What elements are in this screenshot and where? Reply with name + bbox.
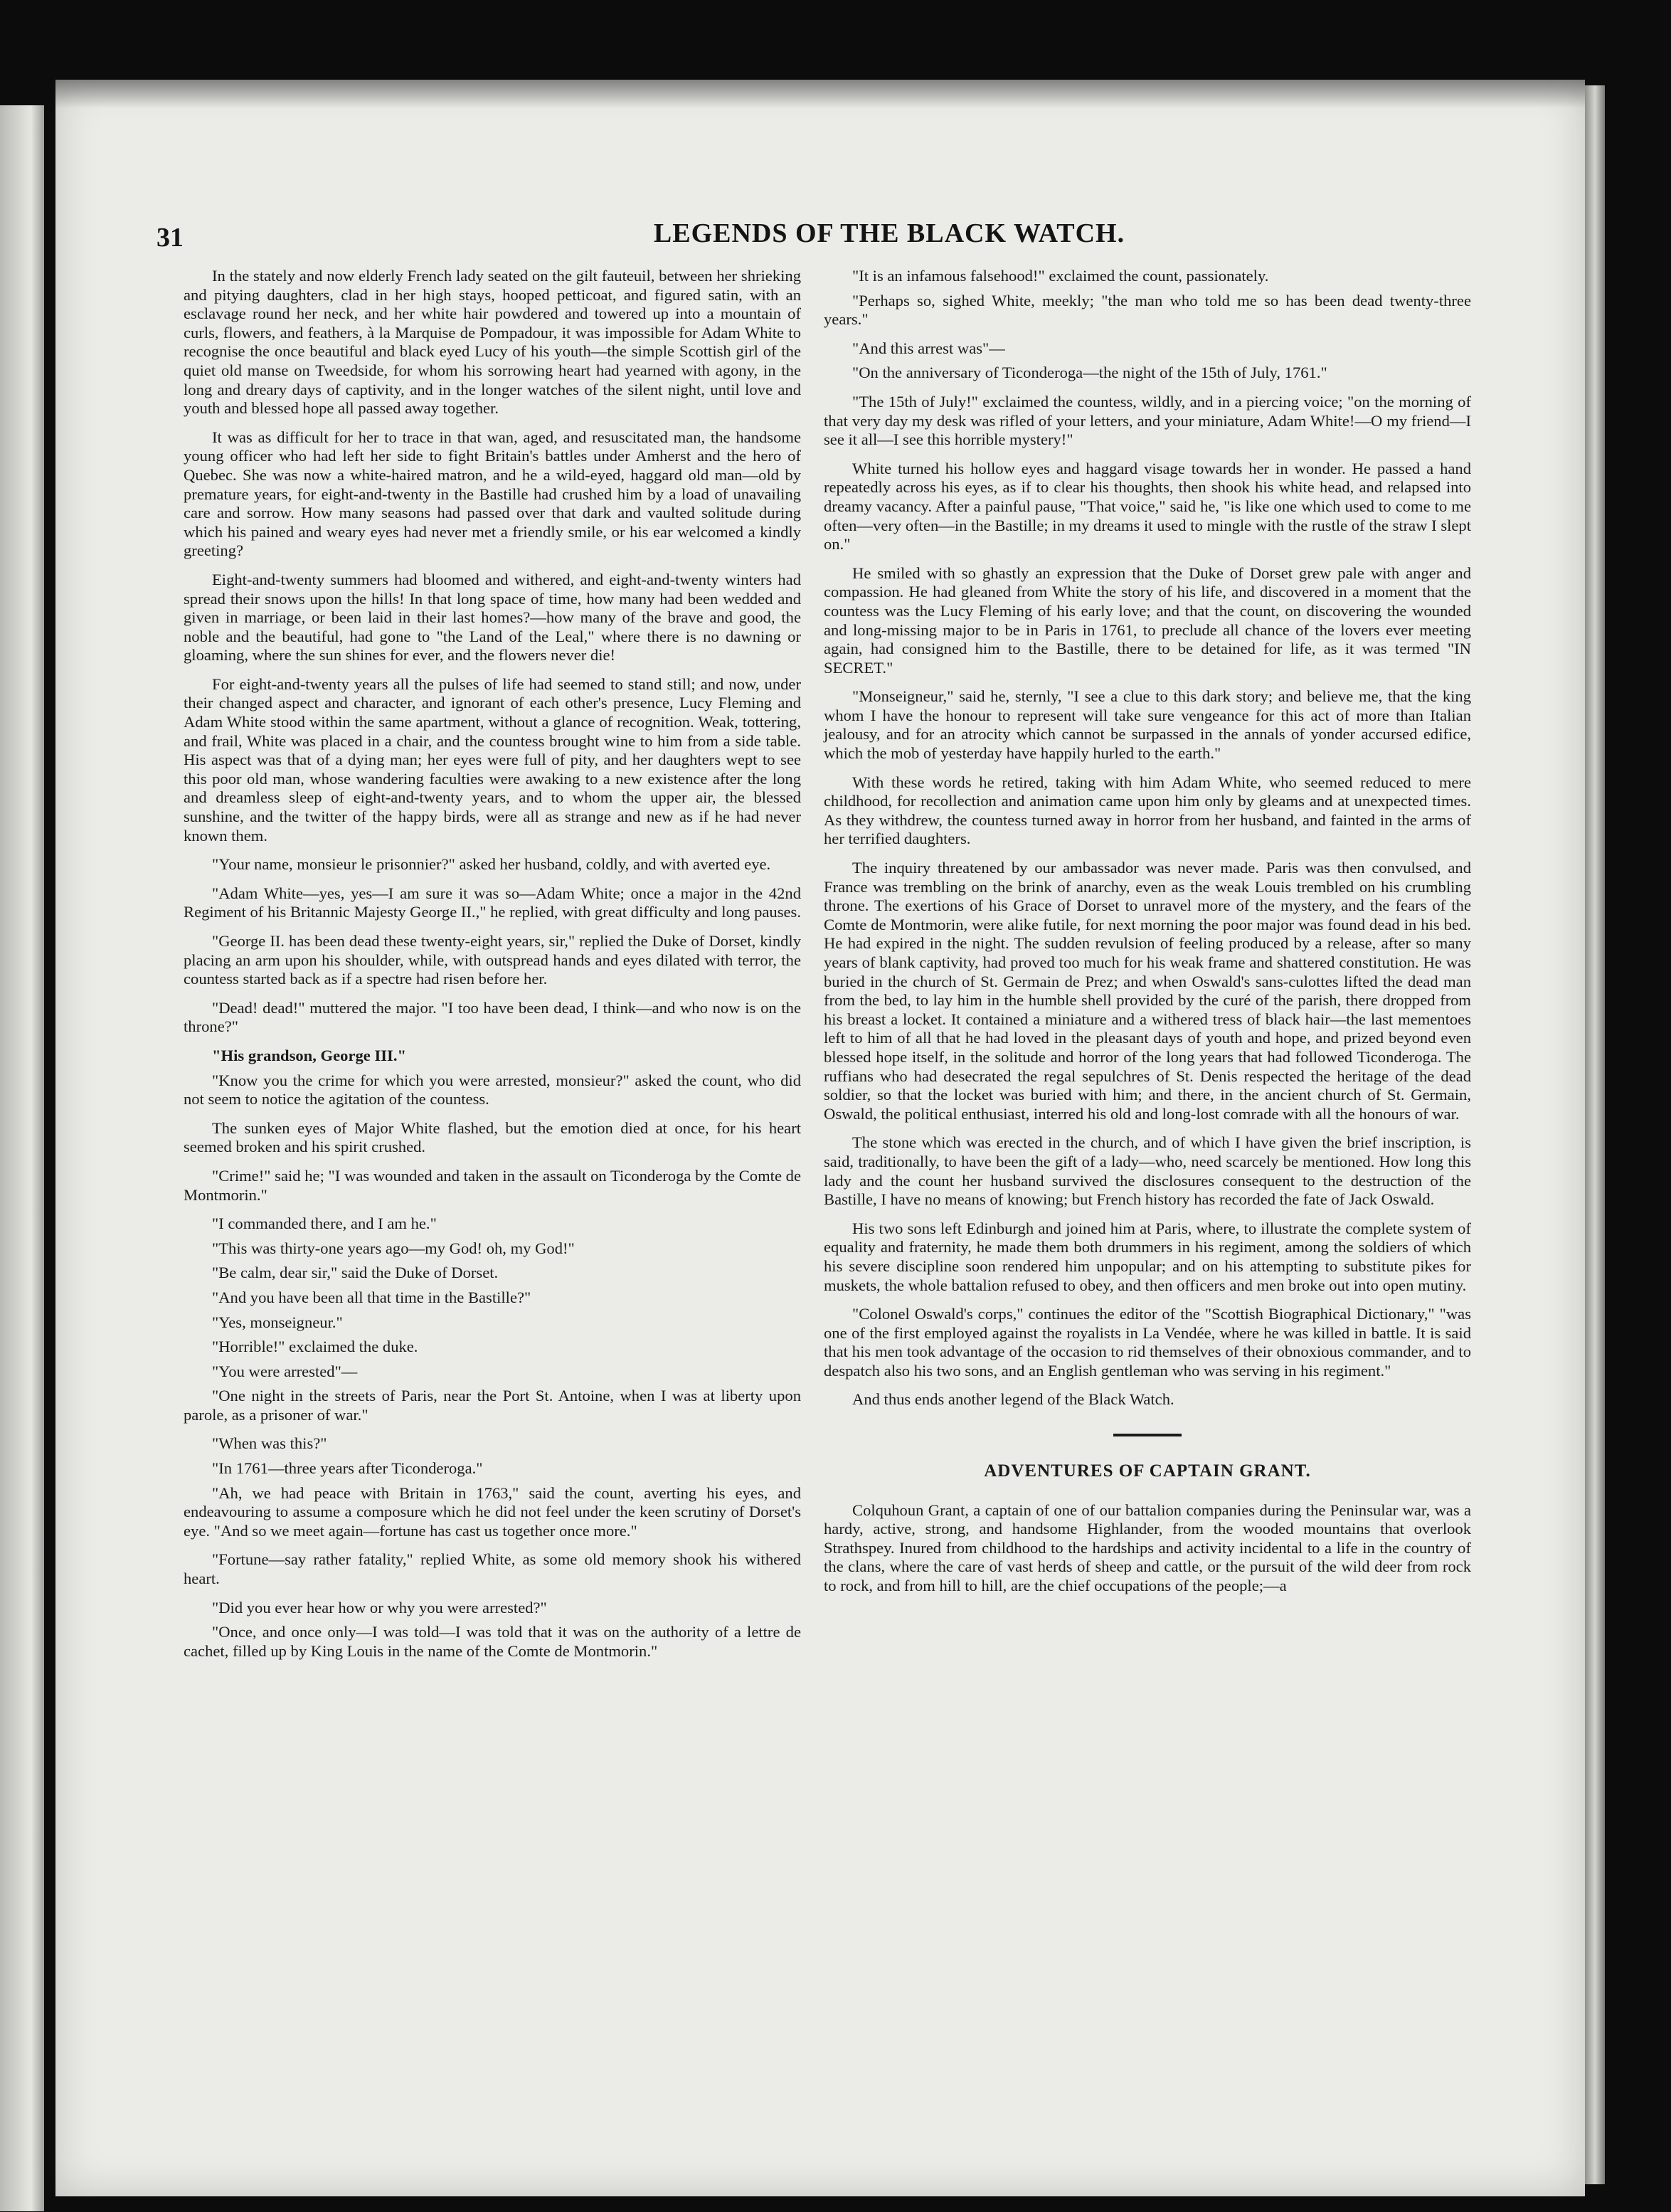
page-number: 31 <box>157 223 184 253</box>
paragraph: "Dead! dead!" muttered the major. "I too have been dead, I think—and who now is on the throne?" <box>184 998 801 1036</box>
paragraph: Colquhoun Grant, a captain of one of our battalion companies during the Peninsular war, was a hardy, active, strong, and handsome Highlander, from the wooded mountains that overlook Strathspey. Inured from childhood to the hardships and activity incidental to a life in the country of the clans, where the care of vast herds of sheep and cattle, or the pursuit of the wild deer from rock to rock, and from hill to hill, are the chief occupations of the people;—a <box>824 1501 1471 1595</box>
paragraph: "Ah, we had peace with Britain in 1763," said the count, averting his eyes, and endeavouring to assume a composure which he did not feel under the keen scrutiny of Dorset's eye. "And so we meet again—fortune has cast us together once more." <box>184 1483 801 1540</box>
paragraph: His two sons left Edinburgh and joined him at Paris, where, to illustrate the complete system of equality and fraternity, he made them both drummers in his regiment, among the soldiers of which his severe discipline soon rendered him unpopular; and on his attempting to substitute pikes for muskets, the whole battalion refused to obey, and then officers and men broke out into open mutiny. <box>824 1219 1471 1294</box>
paragraph: "Perhaps so, sighed White, meekly; "the man who told me so has been dead twenty-three years." <box>824 291 1471 329</box>
page-top-shadow <box>55 80 1585 108</box>
paragraph: "The 15th of July!" exclaimed the countess, wildly, and in a piercing voice; "on the morning of that very day my desk was rifled of your letters, and your miniature, Adam White!—O my friend—I see it all—I see this horrible mystery!" <box>824 392 1471 449</box>
running-title: LEGENDS OF THE BLACK WATCH. <box>653 218 1125 248</box>
paragraph: "George II. has been dead these twenty-eight years, sir," replied the Duke of Dorset, kindly placing an arm upon his shoulder, while, with outspread hands and eyes dilated with terror, the countess started back as if a spectre had risen before her. <box>184 932 801 988</box>
paragraph: "Monseigneur," said he, sternly, "I see a clue to this dark story; and believe me, that the king whom I have the honour to represent will take sure vengeance for this act of more than Italian jealousy, and for an atrocity which cannot be surpassed in the annals of yonder accursed edifice, which the mob of yesterday have happily hurled to the earth." <box>824 687 1471 763</box>
paragraph: "It is an infamous falsehood!" exclaimed the count, passionately. <box>852 267 1269 285</box>
paragraph: The sunken eyes of Major White flashed, but the emotion died at once, for his heart seemed broken and his spirit crushed. <box>184 1118 801 1156</box>
paragraph: He smiled with so ghastly an expression that the Duke of Dorset grew pale with anger and compassion. He had gleaned from White the story of his life, and discovered in a moment that the countess was the Lucy Fleming of his early love; and that the count, on discovering the wounded and long-missing major to be in Paris in 1761, to preclude all chance of the lovers ever meeting again, had consigned him to the Bastille, there to be detained for life, as it was termed "IN SECRET." <box>824 563 1471 677</box>
right-column <box>824 267 1471 1606</box>
paragraph: "Once, and once only—I was told—I was told that it was on the authority of a lettre de cachet, filled up by King Louis in the name of the Comte de Montmorin." <box>184 1623 801 1660</box>
paragraph: "And you have been all that time in the Bastille?" <box>212 1288 531 1306</box>
paragraph: And thus ends another legend of the Black Watch. <box>852 1390 1174 1409</box>
paragraph: "Your name, monsieur le prisonnier?" asked her husband, coldly, and with averted eye. <box>212 855 771 874</box>
paragraph: In the stately and now elderly French lady seated on the gilt fauteuil, between her shrieking and pitying daughters, clad in her high stays, hooped petticoat, and figured satin, with an esclavage round her neck, and her white hair powdered and towered up into a mountain of curls, flowers, and feathers, à la Marquise de Pompadour, it was impossible for Adam White to recognise the once beautiful and black eyed Lucy of his youth—the simple Scottish girl of the quiet old manse on Tweedside, for whom his sorrowing heart had yearned with agony, in the long and dreary days of captivity, and in the longer watches of the silent night, until love and youth and blessed hope all passed away together. <box>184 267 801 418</box>
paragraph: "Be calm, dear sir," said the Duke of Dorset. <box>212 1264 499 1282</box>
paragraph: The stone which was erected in the church, and of which I have given the brief inscription, is said, traditionally, to have been the gift of a lady—who, need scarcely be mentioned. How long this lady and the count her husband survived the disclosures consequent to the destruction of the Bastille, I have no means of knowing; but French history has recorded the fate of Jack Oswald. <box>824 1133 1471 1209</box>
paragraph: "His grandson, George III." <box>212 1046 407 1064</box>
paragraph: "Fortune—say rather fatality," replied White, as some old memory shook his withered heart. <box>184 1550 801 1588</box>
paragraph: For eight-and-twenty years all the pulses of life had seemed to stand still; and now, under their changed aspect and character, and ignorant of each other's presence, Lucy Fleming and Adam White stood within the same apartment, without a glance of recognition. Weak, tottering, and frail, White was placed in a chair, and the countess brought wine to him from a side table. His aspect was that of a dying man; her eyes were full of pity, and her daughters wept to see this poor old man, whose wandering faculties were awaking to a new existence after the long and dreamless sleep of eight-and-twenty years, and to whom the upper air, the blessed sunshine, and the twitter of the happy birds, were all as strange and new as if he had never known them. <box>184 674 801 845</box>
paragraph: "Know you the crime for which you were arrested, monsieur?" asked the count, who did not seem to notice the agitation of the countess. <box>184 1071 801 1108</box>
paragraph: "Adam White—yes, yes—I am sure it was so—Adam White; once a major in the 42nd Regiment of his Britannic Majesty George II.," he replied, with great difficulty and long pauses. <box>184 884 801 921</box>
paragraph: "Colonel Oswald's corps," continues the editor of the "Scottish Biographical Dictionary," "was one of the first employed against the royalists in La Vendée, where he was killed in battle. It is said that his men took advantage of the occasion to rid themselves of their obnoxious commander, and to despatch also his two sons, and an English gentleman who was serving in his regiment." <box>824 1305 1471 1380</box>
section-divider <box>1113 1434 1182 1436</box>
paragraph: "This was thirty-one years ago—my God! oh, my God!" <box>212 1239 575 1257</box>
paragraph: "You were arrested"— <box>212 1362 358 1380</box>
page-right-edge <box>1585 85 1605 2184</box>
paragraph: "Yes, monseigneur." <box>212 1313 343 1331</box>
paragraph: Eight-and-twenty summers had bloomed and withered, and eight-and-twenty winters had spread their snows upon the hills! In that long space of time, how many had been wedded and given in marriage, or been laid in their last homes?—how many of the brave and good, the noble and the beautiful, had gone to "the Land of the Leal," where there is no dawning or gloaming, where the sun shines for ever, and the flowers never die! <box>184 570 801 665</box>
left-column <box>184 267 801 1671</box>
paragraph: "On the anniversary of Ticonderoga—the night of the 15th of July, 1761." <box>852 364 1327 382</box>
paragraph: "In 1761—three years after Ticonderoga." <box>212 1459 483 1478</box>
paragraph: "Did you ever hear how or why you were arrested?" <box>212 1598 547 1616</box>
paragraph: The inquiry threatened by our ambassador was never made. Paris was then convulsed, and France was trembling on the brink of anarchy, even as the weak Louis trembled on his crumbling throne. The exertions of his Grace of Dorset to unravel more of the mystery, and the fears of the Comte de Montmorin, were alike futile, for next morning the poor major was found dead in his bed. He had expired in the night. The sudden revulsion of feeling produced by a release, after so many years of blank captivity, had proved too much for his weak frame and shattered constitution. He was buried in the church of St. Germain de Prez; and when Oswald's sans-culottes lifted the dead man from the bed, to lay him in the humble shell provided by the curé of the parish, there dropped from his breast a locket. It contained a miniature and a withered tress of black hair—the last mementoes left to him of all that he had loved in the pleasant days of youth and hope, and prized beyond even blessed hope itself, in the solitude and horror of the long years that had followed Ticonderoga. The ruffians who had desecrated the regal sepulchres of St. Denis respected the heritage of the dead soldier, so that the locket was buried with him; and there, in the ancient church of St. Germain, Oswald, the political enthusiast, interred his old and long-lost comrade with all the honours of war. <box>824 859 1471 1123</box>
paragraph: "I commanded there, and I am he." <box>212 1215 437 1233</box>
paragraph: "One night in the streets of Paris, near the Port St. Antoine, when I was at liberty upon parole, as a prisoner of war." <box>184 1387 801 1424</box>
paragraph: "Horrible!" exclaimed the duke. <box>212 1338 418 1356</box>
paragraph: "And this arrest was"— <box>852 339 1005 357</box>
paragraph: "When was this?" <box>212 1434 327 1453</box>
adjacent-page-edge <box>0 105 44 2211</box>
paragraph: "Crime!" said he; "I was wounded and taken in the assault on Ticonderoga by the Comte de Montmorin." <box>184 1166 801 1204</box>
paragraph: White turned his hollow eyes and haggard visage towards her in wonder. He passed a hand repeatedly across his eyes, as if to clear his thoughts, then shook his white head, and relapsed into dreamy vacancy. After a painful pause, "That voice," said he, "is like one which used to come to me often—very often—in the Bastille; in my dreams it used to mingle with the rustle of the straw I slept on." <box>824 459 1471 554</box>
paragraph: It was as difficult for her to trace in that wan, aged, and resuscitated man, the handsome young officer who had left her side to fight Britain's battles under Amherst and the hero of Quebec. She was now a white-haired matron, and he a wild-eyed, haggard old man—old by premature years, for eight-and-twenty in the Bastille had crushed him by a load of unavailing care and sorrow. How many seasons had passed over that dark and vaulted solitude during which his pained and weary eyes had never met a friendly smile, or his ear welcomed a kindly greeting? <box>184 428 801 560</box>
section-heading: ADVENTURES OF CAPTAIN GRANT. <box>984 1461 1311 1481</box>
paragraph: With these words he retired, taking with him Adam White, who seemed reduced to mere childhood, for recollection and animation came upon him only by gleams and at unexpected times. As they withdrew, the countess turned away in horror from her husband, and fainted in the arms of her terrified daughters. <box>824 773 1471 848</box>
